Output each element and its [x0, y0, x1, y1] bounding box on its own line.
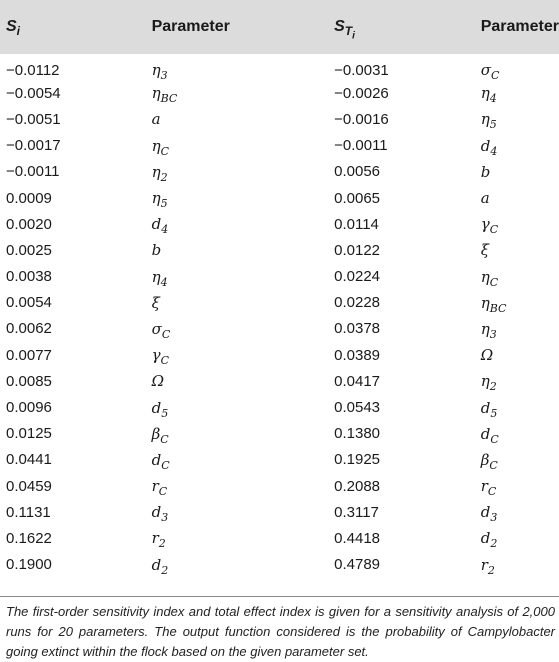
parameter-symbol: $d_4$: [151, 215, 169, 237]
parameter-symbol: $\eta_4$: [480, 84, 497, 106]
table-row: [0, 264, 559, 290]
si-value: 0.1622: [6, 529, 52, 547]
si-value: 0.0062: [6, 320, 52, 338]
parameter-symbol: $\gamma_C$: [480, 215, 499, 237]
parameter-symbol: $d_C$: [480, 424, 499, 446]
header-si: $S_i$: [6, 18, 21, 39]
table-header: [0, 0, 559, 54]
parameter-symbol: $\eta_4$: [151, 267, 168, 289]
parameter-symbol: b: [151, 241, 162, 260]
parameter-symbol: $d_4$: [480, 136, 498, 158]
parameter-symbol: $\eta_C$: [151, 136, 170, 158]
header-sti: $S_{T_i}$: [334, 17, 355, 42]
parameter-symbol: $\eta_{BC}$: [151, 84, 178, 106]
parameter-symbol: $\sigma_C$: [151, 319, 171, 341]
table-row: [0, 552, 559, 578]
parameter-symbol: $r_C$: [480, 477, 497, 499]
sti-value: −0.0026: [334, 84, 389, 102]
table-row: [0, 421, 559, 447]
table-row: [0, 473, 559, 499]
si-value: −0.0054: [6, 84, 61, 102]
parameter-symbol: $\sigma_C$: [480, 61, 500, 83]
si-value: 0.1900: [6, 556, 52, 574]
parameter-symbol: $r_2$: [151, 529, 166, 551]
si-value: 0.0020: [6, 215, 52, 233]
table-row: [0, 368, 559, 394]
table-row: [0, 80, 559, 106]
sti-value: 0.3117: [334, 503, 379, 521]
sti-value: 0.4789: [334, 556, 381, 574]
si-value: 0.0025: [6, 241, 52, 259]
si-value: 0.1131: [6, 503, 51, 521]
sti-value: −0.0016: [334, 110, 389, 128]
parameter-symbol: $\eta_{BC}$: [480, 293, 507, 315]
parameter-symbol: Ω: [480, 346, 494, 365]
si-value: 0.0077: [6, 346, 52, 364]
sti-value: 0.0378: [334, 320, 381, 338]
sti-value: 0.0228: [334, 294, 381, 312]
table-row: [0, 211, 559, 237]
si-value: 0.0096: [6, 399, 52, 417]
header-parameter-2: Parameter: [480, 18, 559, 35]
sti-value: 0.4418: [334, 529, 381, 547]
si-value: −0.0051: [6, 110, 61, 128]
parameter-symbol: $\eta_2$: [480, 372, 497, 394]
si-value: 0.0459: [6, 477, 52, 495]
table-row: [0, 316, 559, 342]
parameter-symbol: $d_3$: [480, 503, 498, 525]
parameter-symbol: b: [480, 162, 491, 181]
sti-value: 0.0114: [334, 215, 379, 233]
table-row: [0, 525, 559, 551]
parameter-symbol: $\beta_C$: [151, 424, 169, 446]
si-value: 0.0009: [6, 189, 52, 207]
si-value: 0.0038: [6, 268, 52, 286]
sti-value: 0.2088: [334, 477, 381, 495]
sti-value: 0.0224: [334, 268, 381, 286]
sti-value: 0.0122: [334, 241, 381, 259]
sti-value: 0.1380: [334, 425, 381, 443]
table-body: [0, 54, 559, 578]
si-value: −0.0017: [6, 137, 61, 155]
parameter-symbol: $r_2$: [480, 555, 495, 577]
parameter-symbol: $\eta_5$: [480, 110, 497, 132]
table-row: [0, 290, 559, 316]
sti-value: 0.0065: [334, 189, 381, 207]
parameter-symbol: $d_C$: [151, 450, 170, 472]
table-row: [0, 342, 559, 368]
parameter-symbol: $\eta_3$: [151, 61, 168, 83]
parameter-symbol: $d_5$: [151, 398, 169, 420]
sti-value: 0.1925: [334, 451, 381, 469]
parameter-symbol: $d_2$: [151, 555, 169, 577]
table-row: [0, 54, 559, 80]
parameter-symbol: a: [151, 110, 161, 129]
table-bottom-rule: [0, 596, 559, 597]
table-row: [0, 237, 559, 263]
table-row: [0, 394, 559, 420]
sti-value: 0.0389: [334, 346, 381, 364]
si-value: 0.0125: [6, 425, 52, 443]
sti-value: −0.0011: [334, 137, 388, 155]
si-value: −0.0112: [6, 61, 60, 79]
table-row: [0, 185, 559, 211]
parameter-symbol: $\eta_3$: [480, 319, 497, 341]
parameter-symbol: $d_2$: [480, 529, 498, 551]
sti-value: 0.0543: [334, 399, 381, 417]
parameter-symbol: $\eta_C$: [480, 267, 499, 289]
sti-value: 0.0417: [334, 372, 381, 390]
si-value: 0.0054: [6, 294, 52, 312]
parameter-symbol: $d_5$: [480, 398, 498, 420]
si-value: 0.0441: [6, 451, 52, 469]
parameter-symbol: ξ: [151, 293, 160, 312]
si-value: −0.0011: [6, 163, 60, 181]
parameter-symbol: $\gamma_C$: [151, 346, 169, 368]
table-row: [0, 499, 559, 525]
table-footnote: The first-order sensitivity index and total effect index is given for a sensitivity analysis of 2,000 runs for 20 parameters. The output function considered is the probability of Campylobacter going extinct within the flock based on the given parameter set.: [6, 604, 555, 659]
parameter-symbol: $\beta_C$: [480, 450, 498, 472]
parameter-symbol: $d_3$: [151, 503, 169, 525]
si-value: 0.0085: [6, 372, 52, 390]
parameter-symbol: ξ: [480, 241, 489, 260]
table-row: [0, 133, 559, 159]
parameter-symbol: $\eta_5$: [151, 189, 168, 211]
parameter-symbol: Ω: [151, 372, 165, 391]
header-parameter-1: Parameter: [151, 18, 230, 35]
sti-value: 0.0056: [334, 163, 381, 181]
parameter-symbol: $r_C$: [151, 477, 168, 499]
parameter-symbol: $\eta_2$: [151, 162, 168, 184]
table-row: [0, 159, 559, 185]
header-row: [0, 0, 559, 54]
sti-value: −0.0031: [334, 61, 389, 79]
parameter-symbol: a: [480, 189, 490, 208]
table-row: [0, 106, 559, 132]
table-row: [0, 447, 559, 473]
